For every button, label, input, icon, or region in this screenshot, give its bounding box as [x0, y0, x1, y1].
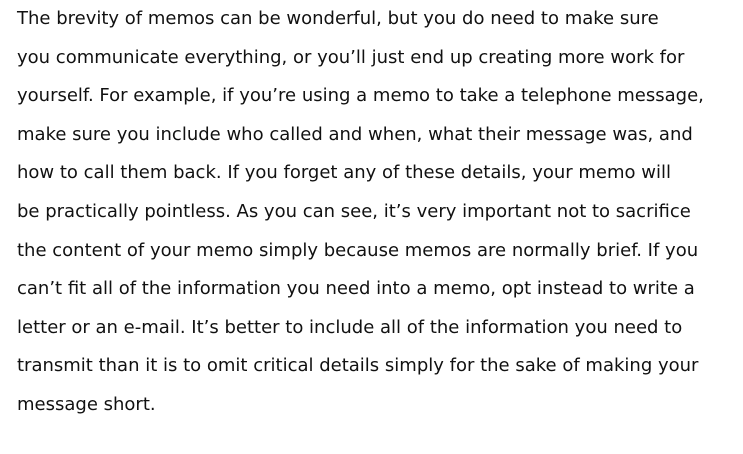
paragraph-line-4: make sure you include who called and when, what their message was, and: [17, 123, 693, 145]
paragraph-line-3: yourself. For example, if you’re using a memo to take a telephone message,: [17, 85, 704, 107]
paragraph-line-8: can’t fit all of the information you need into a memo, opt instead to write a: [17, 278, 695, 300]
paragraph-line-10: transmit than it is to omit critical details simply for the sake of making your: [17, 355, 699, 377]
paragraph-line-6: be practically pointless. As you can see, it’s very important not to sacrifice: [17, 200, 691, 222]
paragraph-line-1: The brevity of memos can be wonderful, but you do need to make sure: [17, 8, 659, 29]
paragraph-line-5: how to call them back. If you forget any of these details, your memo will: [17, 162, 672, 184]
memo-advice-paragraph: [17, 0, 743, 425]
paragraph-line-11: message short.: [17, 393, 156, 415]
paragraph-line-2: you communicate everything, or you’ll just end up creating more work for: [17, 46, 685, 68]
paragraph-line-7: the content of your memo simply because memos are normally brief. If you: [17, 239, 699, 261]
paragraph-line-9: letter or an e-mail. It’s better to include all of the information you need to: [17, 316, 683, 338]
